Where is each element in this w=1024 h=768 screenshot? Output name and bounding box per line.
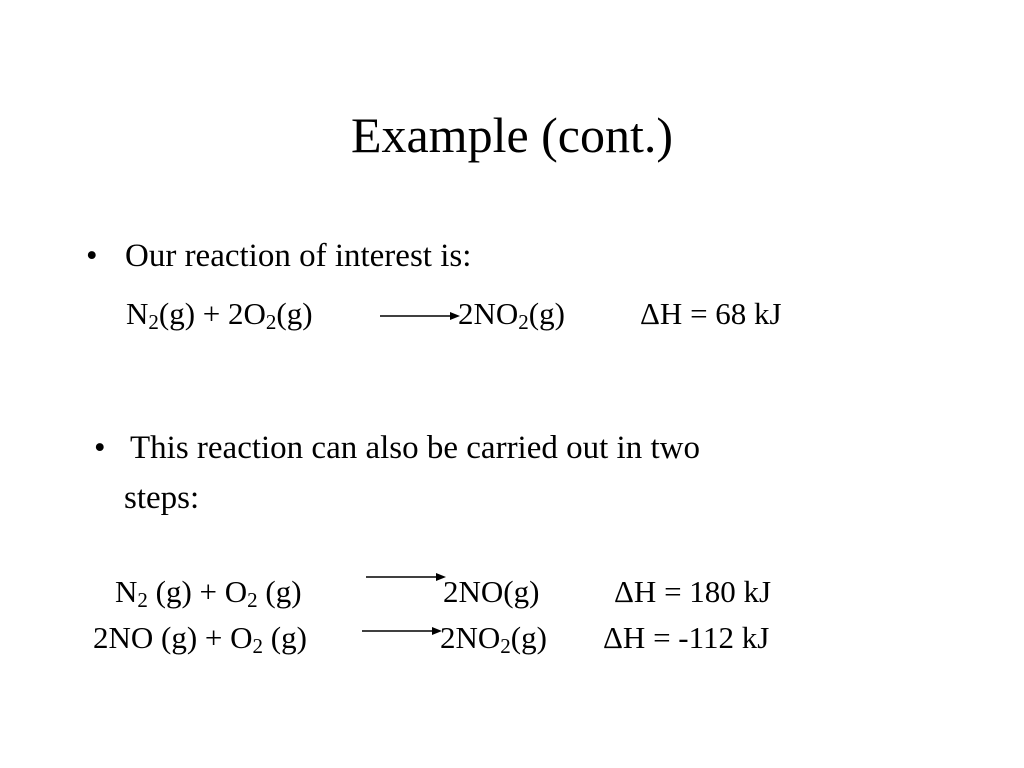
- formula-text: (g): [276, 296, 313, 331]
- formula-text: (g) + 2O: [158, 296, 266, 331]
- equation-3-enthalpy: ΔH = -112 kJ: [603, 620, 770, 655]
- equation-2-enthalpy: ΔH = 180 kJ: [614, 574, 772, 609]
- equation-1-reactants: [126, 294, 313, 334]
- formula-text: 2NO (g) + O: [93, 620, 253, 655]
- formula-text: (g) + O: [147, 574, 248, 609]
- reaction-arrow-icon: [380, 310, 462, 322]
- formula-text: N: [126, 296, 149, 331]
- reaction-arrow-icon: [362, 625, 444, 637]
- formula-text: 2NO: [458, 296, 519, 331]
- formula-text: 2NO: [440, 620, 501, 655]
- equation-3-reactants: [93, 618, 307, 658]
- bullet-text-two-steps-line1: This reaction can also be carried out in two: [130, 430, 700, 466]
- subscript: 2: [500, 634, 511, 658]
- bullet-text-reaction-of-interest: Our reaction of interest is:: [125, 238, 472, 274]
- formula-text: (g): [510, 620, 547, 655]
- slide-title: Example (cont.): [350, 107, 674, 163]
- equation-1-products: [458, 294, 565, 334]
- equation-1-enthalpy: ΔH = 68 kJ: [640, 296, 782, 331]
- equation-2-reactants: [115, 572, 302, 612]
- formula-text: N: [115, 574, 138, 609]
- subscript: 2: [518, 310, 529, 334]
- formula-text: (g): [263, 620, 307, 655]
- subscript: 2: [252, 634, 264, 658]
- subscript: 2: [247, 588, 258, 612]
- subscript: 2: [137, 588, 148, 612]
- equation-2-products: [443, 572, 539, 612]
- reaction-arrow-icon: [366, 571, 448, 583]
- formula-text: 2NO(g): [443, 574, 540, 609]
- bullet-text-two-steps-line2: steps:: [124, 480, 200, 516]
- formula-text: (g): [528, 296, 565, 331]
- bullet-marker: •: [86, 238, 98, 274]
- formula-text: (g): [257, 574, 302, 609]
- bullet-marker: •: [94, 430, 106, 466]
- equation-3-products: [440, 618, 547, 658]
- subscript: 2: [148, 310, 159, 334]
- subscript: 2: [265, 310, 277, 334]
